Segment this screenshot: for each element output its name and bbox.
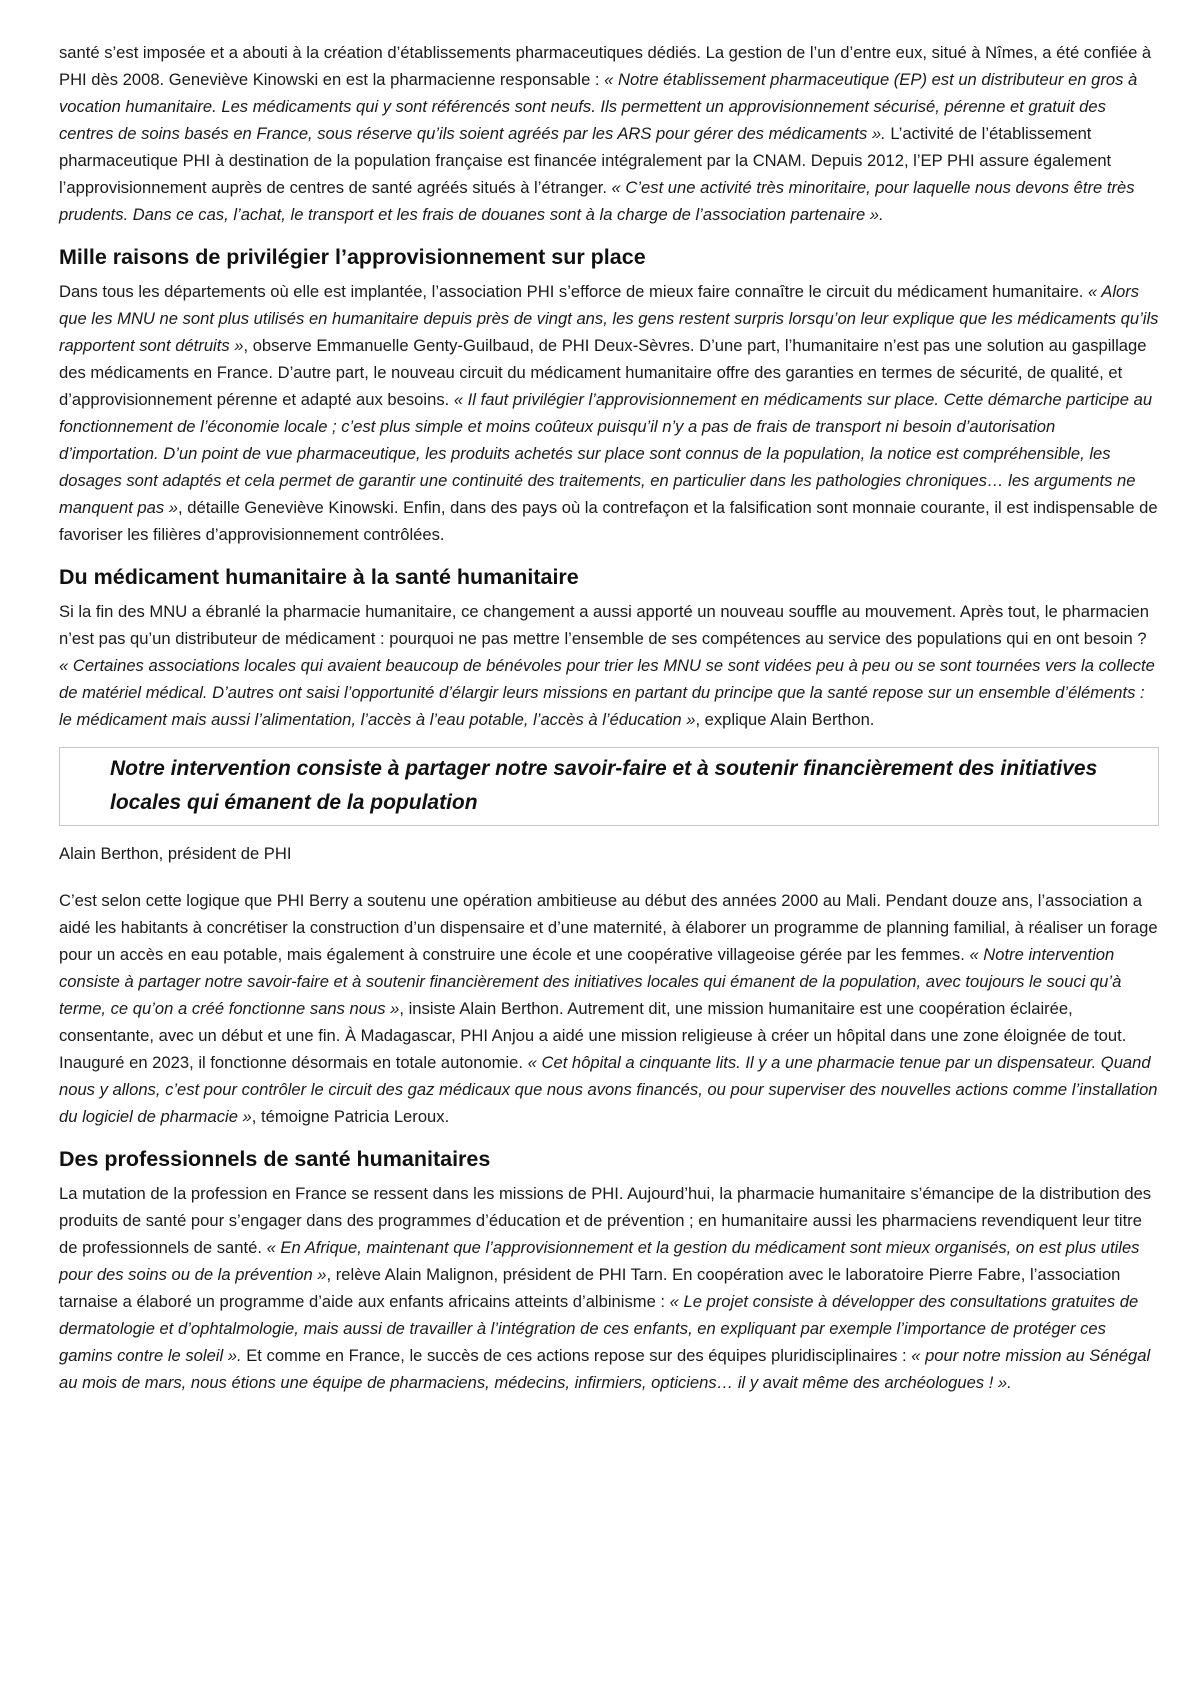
quoted-text: « pour notre mission au Sénégal au mois de mars, nous étions une équipe de pharmaciens, médecins, infirmiers, opticiens… il y avait même des archéologues ! ».: [59, 1346, 1151, 1392]
body-text: Si la fin des MNU a ébranlé la pharmacie humanitaire, ce changement a aussi apporté un nouveau souffle au mouvement. Après tout, le pharmacien n’est pas qu’un distributeur de médicament : pourquoi ne pas mettre l’ensemble de ses compétences au service des populations qui en ont besoin ?: [59, 602, 1149, 648]
body-text: L’activité de l’établissement pharmaceutique PHI à destination de la population française est financée intégralement par la CNAM. Depuis 2012, l’EP PHI assure également l’approvisionnement auprès de centres de santé agréés situés à l’étranger.: [59, 124, 1112, 197]
body-text: C’est selon cette logique que PHI Berry a soutenu une opération ambitieuse au début des années 2000 au Mali. Pendant douze ans, l’association a aidé les habitants à concrétiser la construction d’un dispensaire et d’une maternité, à élaborer un programme de planning familial, à réaliser un forage pour un accès en eau potable, mais également à construire une école et une coopérative villageoise gérée par les femmes.: [59, 891, 1158, 964]
heading-sante-humanitaire: Du médicament humanitaire à la santé humanitaire: [59, 565, 579, 589]
quoted-text: « Le projet consiste à développer des consultations gratuites de dermatologie et d’ophtalmologie, mais aussi de travailler à l’intégration de ces enfants, en expliquant par exemple l’importance de protéger ces gamins contre le soleil ».: [59, 1292, 1139, 1365]
pull-quote-text: Notre intervention consiste à partager notre savoir-faire et à soutenir financièrement des initiatives locales qui émanent de la population: [110, 757, 1098, 814]
quoted-text: « Notre établissement pharmaceutique (EP) est un distributeur en gros à vocation humanitaire. Les médicaments qui y sont référencés sont neufs. Ils permettent un approvisionnement sécurisé, pérenne et gratuit des centres de soins basés en France, sous réserve qu’ils soient agréés par les ARS pour gérer des médicaments ».: [59, 70, 1138, 143]
body-text: , explique Alain Berthon.: [695, 710, 875, 729]
body-text: , détaille Geneviève Kinowski. Enfin, dans des pays où la contrefaçon et la falsification sont monnaie courante, il est indispensable de favoriser les filières d’approvisionnement contrôlées.: [59, 498, 1158, 544]
body-text: , insiste Alain Berthon. Autrement dit, une mission humanitaire est une coopération éclairée, consentante, avec un début et une fin. À Madagascar, PHI Anjou a aidé une mission religieuse à créer un hôpital dans une zone éloignée de tout. Inauguré en 2023, il fonctionne désormais en totale autonomie.: [59, 999, 1127, 1072]
body-text: , observe Emmanuelle Genty-Guilbaud, de PHI Deux-Sèvres. D’une part, l’humanitaire n’est pas une solution au gaspillage des médicaments en France. D’autre part, le nouveau circuit du médicament humanitaire offre des garanties en termes de sécurité, de qualité, et d’approvisionnement pérenne et adapté aux besoins.: [59, 336, 1147, 409]
quoted-text: « Il faut privilégier l’approvisionnement en médicaments sur place. Cette démarche participe au fonctionnement de l’économie locale ; c’est plus simple et moins coûteux puisqu’il n’y a pas de frais de transport ni besoin d’autorisation d’importation. D’un point de vue pharmaceutique, les produits achetés sur place sont connus de la population, la notice est compréhensible, les dosages sont adaptés et cela permet de garantir une continuité des traitements, en particulier dans les pathologies chroniques… les arguments ne manquent pas »: [59, 390, 1153, 517]
body-text: Et comme en France, le succès de ces actions repose sur des équipes pluridisciplinaires :: [241, 1346, 912, 1365]
quoted-text: « Alors que les MNU ne sont plus utilisés en humanitaire depuis près de vingt ans, les gens restent surpris lorsqu’on leur explique que les médicaments qu’ils rapportent sont détruits »: [59, 282, 1159, 355]
quoted-text: « Notre intervention consiste à partager notre savoir-faire et à soutenir financièrement des initiatives locales qui émanent de la population, avec toujours le souci qu’à terme, ce qu’on a créé fonctionne sans nous »: [59, 945, 1122, 1018]
body-text: , témoigne Patricia Leroux.: [251, 1107, 450, 1126]
heading-approvisionnement: Mille raisons de privilégier l’approvisionnement sur place: [59, 245, 646, 269]
body-text: santé s’est imposée et a abouti à la création d’établissements pharmaceutiques dédiés. La gestion de l’un d’entre eux, situé à Nîmes, a été confiée à PHI dès 2008. Geneviève Kinowski en est la pharmacienne responsable :: [59, 43, 1152, 89]
quoted-text: « Certaines associations locales qui avaient beaucoup de bénévoles pour trier les MNU se sont vidées peu à peu ou se sont tournées vers la collecte de matériel médical. D’autres ont saisi l’opportunité d’élargir leurs missions en partant du principe que la santé repose sur un ensemble d’éléments : le médicament mais aussi l’alimentation, l’accès à l’eau potable, l’accès à l’éducation »: [59, 656, 1155, 729]
body-text: , relève Alain Malignon, président de PHI Tarn. En coopération avec le laboratoire Pierre Fabre, l’association tarnaise a élaboré un programme d’aide aux enfants africains atteints d’albinisme :: [59, 1265, 1121, 1311]
quoted-text: « C’est une activité très minoritaire, pour laquelle nous devons être très prudents. Dans ce cas, l’achat, le transport et les frais de douanes sont à la charge de l’association partenaire ».: [59, 178, 1135, 224]
sante-humanitaire-paragraph: [59, 598, 1159, 733]
body-text: Dans tous les départements où elle est implantée, l’association PHI s’efforce de mieux faire connaître le circuit du médicament humanitaire.: [59, 282, 1089, 301]
quote-attribution: Alain Berthon, président de PHI: [59, 844, 292, 863]
quoted-text: « Cet hôpital a cinquante lits. Il y a une pharmacie tenue par un dispensateur. Quand nous y allons, c’est pour contrôler le circuit des gaz médicaux que nous avons financés, ou pour superviser des nouvelles actions comme l’installation du logiciel de pharmacie »: [59, 1053, 1158, 1126]
body-text: La mutation de la profession en France se ressent dans les missions de PHI. Aujourd’hui, la pharmacie humanitaire s’émancipe de la distribution des produits de santé pour s’engager dans des programmes d’éducation et de prévention ; en humanitaire aussi les pharmaciens revendiquent leur titre de professionnels de santé.: [59, 1184, 1152, 1257]
quoted-text: « En Afrique, maintenant que l’approvisionnement et la gestion du médicament sont mieux organisés, on est plus utiles pour des soins ou de la prévention »: [59, 1238, 1140, 1284]
professionnels-paragraph: [59, 1180, 1159, 1396]
mali-paragraph: [59, 887, 1159, 1130]
heading-professionnels: Des professionnels de santé humanitaires: [59, 1147, 491, 1171]
intro-paragraph: [59, 39, 1159, 228]
article-page: [59, 39, 1159, 1410]
approvisionnement-paragraph: [59, 278, 1159, 548]
pull-quote: [59, 747, 1159, 826]
